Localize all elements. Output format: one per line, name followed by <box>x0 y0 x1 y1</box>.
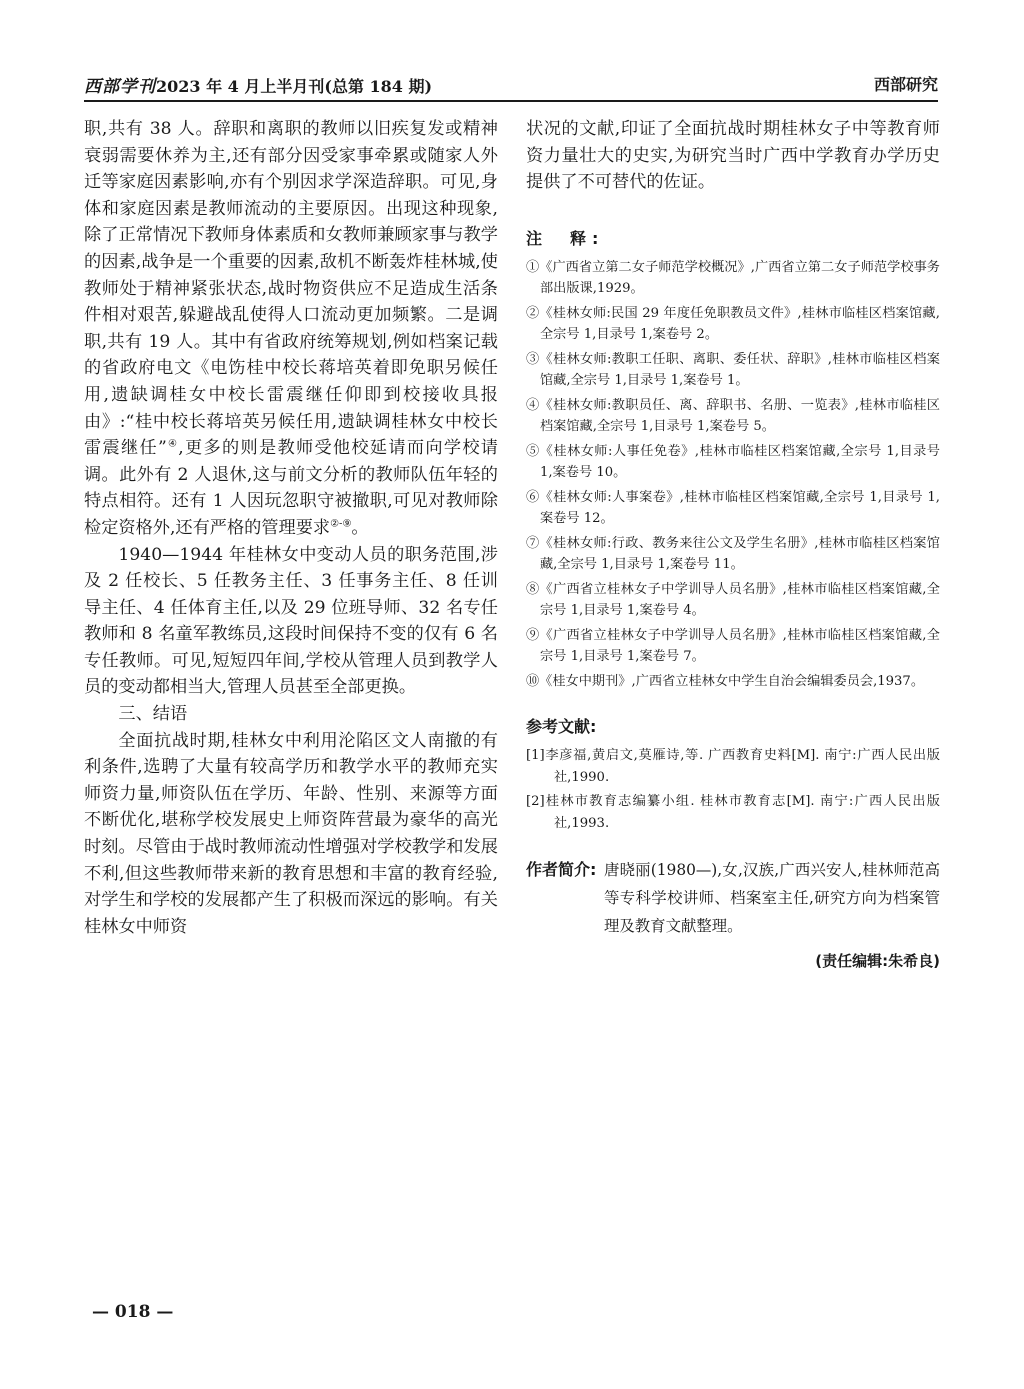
notes-title: 注 释: <box>526 228 605 248</box>
note-item: ⑤《桂林女师:人事任免卷》,桂林市临桂区档案馆藏,全宗号 1,目录号 1,案卷号 10。 <box>526 443 940 481</box>
author-bio <box>526 856 940 940</box>
section-heading: 三、结语 <box>118 704 188 725</box>
note-item: ⑨《广西省立桂林女子中学训导人员名册》,桂林市临桂区档案馆藏,全宗号 1,目录号 1,案卷号 7。 <box>526 627 940 665</box>
references-title: 参考文献: <box>526 717 597 737</box>
body-paragraph-2: 1940—1944 年桂林女中变动人员的职务范围,涉及 2 任校长、5 任教务主任、3 任事务主任、8 任训导主任、4 任体育主任,以及 29 位班导师、32 名专任教师和 8 名童军教练员,这段时间保持不变的仅有 6 名专任教师。可见,短短四年间,学校从管理人员到教学人员的变动都相当大,管理人员甚至全部更换。 <box>84 544 498 698</box>
note-item: ②《桂林女师:民国 29 年度任免职教员文件》,桂林市临桂区档案馆藏,全宗号 1,目录号 1,案卷号 2。 <box>526 305 940 343</box>
header-left <box>84 72 432 97</box>
right-column <box>526 116 940 971</box>
references-list <box>526 745 940 834</box>
body-paragraph-continued: 状况的文献,印证了全面抗战时期桂林女子中等教育师资力量壮大的史实,为研究当时广西中学教育办学历史提供了不可替代的佐证。 <box>526 119 940 193</box>
reference-item: [1]李彦福,黄启文,莫雁诗,等. 广西教育史料[M]. 南宁:广西人民出版社,1990. <box>526 748 940 785</box>
page-number: — 018 — <box>92 1302 174 1322</box>
reference-item: [2]桂林市教育志编纂小组. 桂林市教育志[M]. 南宁:广西人民出版社,1993. <box>526 794 940 831</box>
body-paragraph-3: 全面抗战时期,桂林女中利用沦陷区文人南撤的有利条件,选聘了大量有较高学历和教学水平的教师充实师资力量,师资队伍在学历、年龄、性别、来源等方面不断优化,堪称学校发展史上师资阵营最为豪华的高光时刻。尽管由于战时教师流动性增强对学校教学和发展不利,但这些教师带来新的教育思想和丰富的教育经验,对学生和学校的发展都产生了积极而深远的影响。有关桂林女中师资 <box>84 730 498 937</box>
note-item: ⑥《桂林女师:人事案卷》,桂林市临桂区档案馆藏,全宗号 1,目录号 1,案卷号 12。 <box>526 489 940 527</box>
journal-logo: 西部学刊 <box>84 77 156 97</box>
note-item: ①《广西省立第二女子师范学校概况》,广西省立第二女子师范学校事务部出版课,1929。 <box>526 259 940 297</box>
note-item: ⑦《桂林女师:行政、教务来往公文及学生名册》,桂林市临桂区档案馆藏,全宗号 1,目录号 1,案卷号 11。 <box>526 535 940 573</box>
section-name: 西部研究 <box>873 75 938 94</box>
note-item: ④《桂林女师:教职员任、离、辞职书、名册、一览表》,桂林市临桂区档案馆藏,全宗号 1,目录号 1,案卷号 5。 <box>526 397 940 435</box>
responsible-editor: (责任编辑:朱希良) <box>815 952 940 971</box>
page-header <box>84 72 938 100</box>
header-rule <box>84 100 938 102</box>
author-label: 作者简介: <box>526 860 597 880</box>
notes-list <box>526 257 940 693</box>
note-item: ⑧《广西省立桂林女子中学训导人员名册》,桂林市临桂区档案馆藏,全宗号 1,目录号 1,案卷号 4。 <box>526 581 940 619</box>
note-item: ③《桂林女师:教职工任职、离职、委任状、辞职》,桂林市临桂区档案馆藏,全宗号 1,目录号 1,案卷号 1。 <box>526 351 940 389</box>
issue-info: 2023 年 4 月上半月刊(总第 184 期) <box>156 77 433 96</box>
left-column <box>84 116 498 940</box>
note-item: ⑩《桂女中期刊》,广西省立桂林女中学生自治会编辑委员会,1937。 <box>526 673 925 689</box>
author-text: 唐晓丽(1980—),女,汉族,广西兴安人,桂林师范高等专科学校讲师、档案室主任,研究方向为档案管理及教育文献整理。 <box>604 861 940 936</box>
body-paragraph-1: 职,共有 38 人。辞职和离职的教师以旧疾复发或精神衰弱需要休养为主,还有部分因受家事牵累或随家人外迁等家庭因素影响,亦有个别因求学深造辞职。可见,身体和家庭因素是教师流动的主要原因。出现这种现象,除了正常情况下教师身体素质和女教师兼顾家事与教学的因素,战争是一个重要的因素,敌机不断轰炸桂林城,使教师处于精神紧张状态,战时物资供应不足造成生活条件相对艰苦,躲避战乱使得人口流动更加频繁。二是调职,共有 19 人。其中有省政府统筹规划,例如档案记载的省政府电文《电饬桂中校长蒋培英着即免职另候任用,遗缺调桂女中校长雷震继任仰即到校接收具报由》:“桂中校长蒋培英另候任用,遗缺调桂林女中校长雷震继任”④,更多的则是教师受他校延请而向学校请调。此外有 2 人退休,这与前文分析的教师队伍年轻的特点相符。还有 1 人因玩忽职守被撤职,可见对教师除检定资格外,还有严格的管理要求②-⑨。 <box>84 119 498 538</box>
